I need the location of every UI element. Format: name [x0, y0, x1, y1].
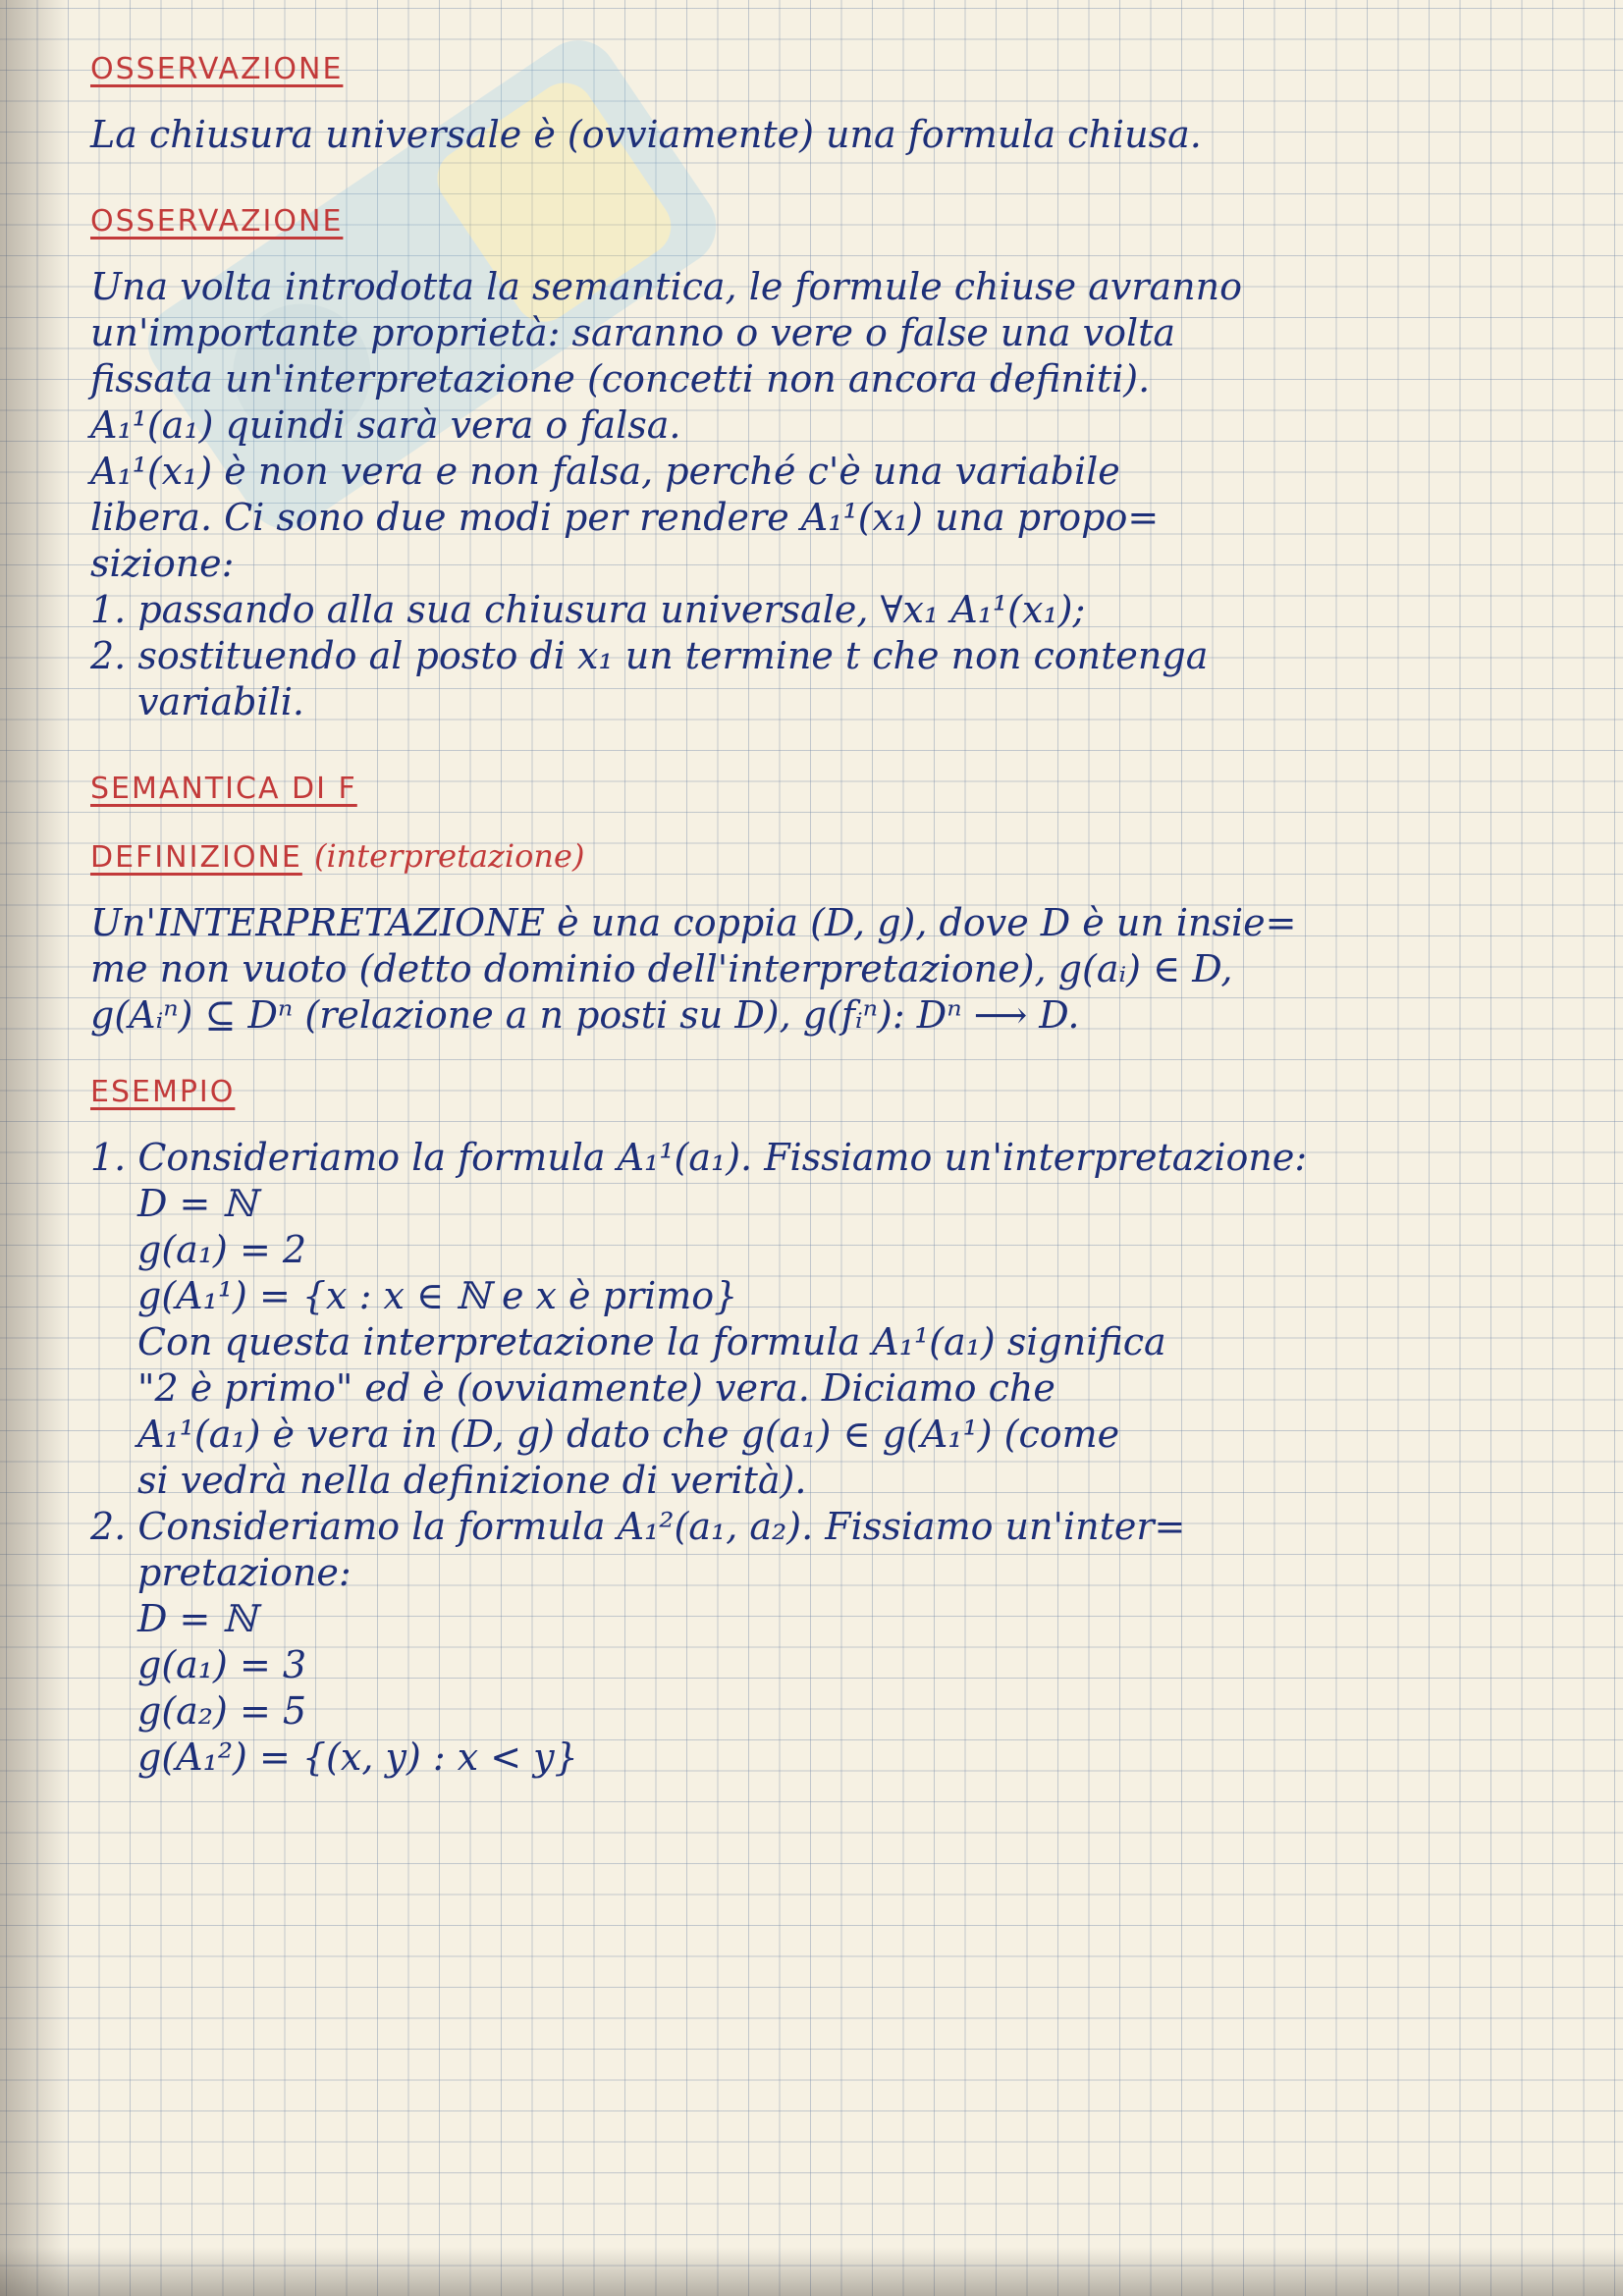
numbered-list [90, 587, 1593, 725]
example-2 [90, 1504, 1593, 1781]
text-line: libera. Ci sono due modi per rendere A₁¹(x₁) una propo= [90, 496, 1160, 539]
heading-semantics [90, 763, 1593, 812]
observation-2-paragraph [90, 264, 1593, 587]
section-heading: OSSERVAZIONE [90, 204, 344, 239]
text-line: Una volta introdotta la semantica, le formule chiuse avranno [90, 265, 1242, 308]
example-1 [90, 1135, 1593, 1504]
section-heading: DEFINIZIONE [90, 840, 302, 875]
example-line: g(a₁) = 2 [137, 1228, 307, 1271]
text-line: A₁¹(a₁) quindi sarà vera o falsa. [90, 403, 681, 447]
heading-example [90, 1066, 1593, 1115]
example-line: g(A₁²) = {(x, y) : x < y} [137, 1735, 578, 1779]
list-item: 1. passando alla sua chiusura universale, ∀x₁ A₁¹(x₁); [90, 588, 1086, 631]
heading-observation-2 [90, 195, 1593, 244]
example-line: g(a₁) = 3 [137, 1643, 307, 1686]
text-line: A₁¹(x₁) è non vera e non falsa, perché c'è una variabile [90, 450, 1120, 493]
example-line: g(a₂) = 5 [137, 1689, 307, 1733]
section-heading: SEMANTICA DI F [90, 772, 357, 806]
notes-content [90, 33, 1593, 1781]
example-explanation-line: "2 è primo" ed è (ovviamente) vera. Diciamo che [137, 1366, 1055, 1410]
section-heading: OSSERVAZIONE [90, 52, 344, 86]
heading-definition [90, 831, 1593, 881]
text-line: un'importante proprietà: saranno o vere o false una volta [90, 311, 1176, 354]
text-line: sizione: [90, 542, 235, 585]
observation-1-text: La chiusura universale è (ovviamente) una formula chiusa. [90, 113, 1202, 156]
section-heading: ESEMPIO [90, 1075, 236, 1109]
example-line: D = ℕ [137, 1597, 257, 1640]
example-intro-continuation: pretazione: [137, 1551, 352, 1594]
binding-shadow [0, 0, 69, 2296]
heading-observation-1 [90, 43, 1593, 92]
text-line: me non vuoto (detto dominio dell'interpretazione), g(aᵢ) ∈ D, [90, 947, 1233, 990]
example-line: D = ℕ [137, 1182, 257, 1225]
definition-paragraph [90, 900, 1593, 1039]
page-bottom-shadow [0, 2247, 1623, 2296]
example-intro: 2. Consideriamo la formula A₁²(a₁, a₂). Fissiamo un'inter= [90, 1505, 1186, 1548]
text-line: g(Aᵢⁿ) ⊆ Dⁿ (relazione a n posti su D), g(fᵢⁿ): Dⁿ ⟶ D. [90, 993, 1080, 1037]
example-explanation-line: Con questa interpretazione la formula A₁¹(a₁) significa [137, 1320, 1166, 1363]
list-item: 2. sostituendo al posto di x₁ un termine t che non contenga [90, 634, 1209, 677]
text-line: Un'INTERPRETAZIONE è una coppia (D, g), dove D è un insie= [90, 901, 1297, 944]
example-line: g(A₁¹) = {x : x ∈ ℕ e x è primo} [137, 1274, 738, 1317]
example-explanation-line: A₁¹(a₁) è vera in (D, g) dato che g(a₁) ∈ g(A₁¹) (come [137, 1413, 1120, 1456]
example-intro: 1. Consideriamo la formula A₁¹(a₁). Fissiamo un'interpretazione: [90, 1136, 1308, 1179]
text-line: fissata un'interpretazione (concetti non ancora definiti). [90, 357, 1151, 400]
example-explanation-line: si vedrà nella definizione di verità). [137, 1459, 807, 1502]
definition-subtitle: (interpretazione) [313, 837, 585, 875]
list-item-continuation: variabili. [137, 680, 304, 723]
